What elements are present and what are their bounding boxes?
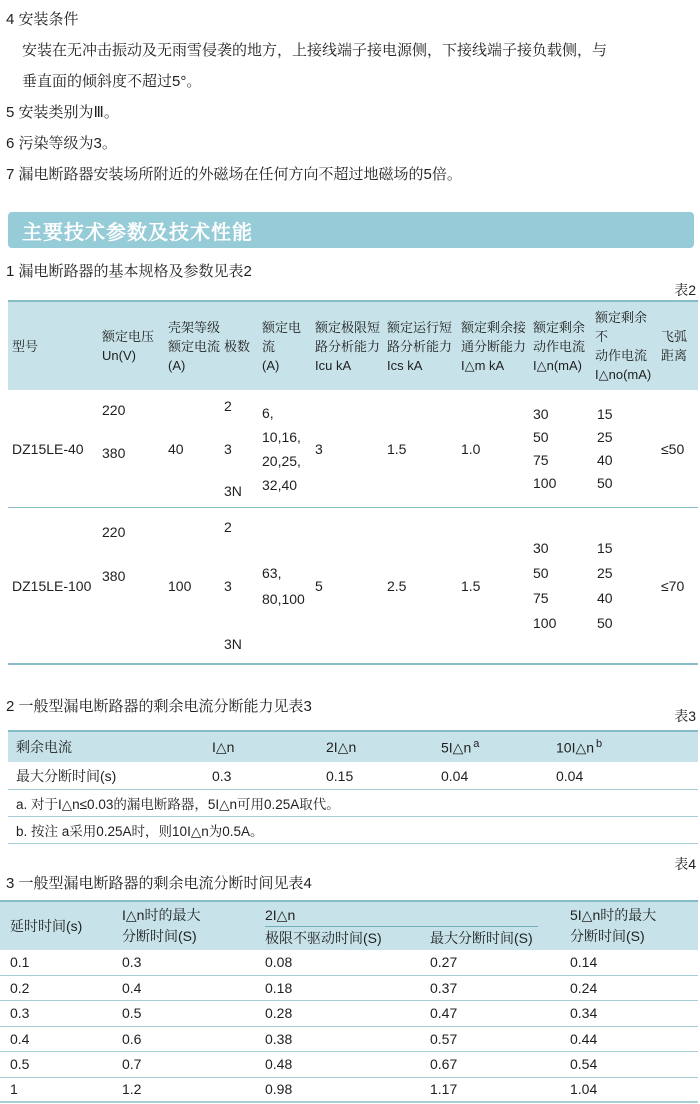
header-2idn: 2I△n [326,738,357,755]
cell-idn: 30 50 75 100 [533,405,557,491]
table2-header-rated-current: 额定电流 (A) [262,319,302,373]
cell-model: DZ15LE-100 [12,577,92,594]
cell-value: 0.15 [326,767,354,784]
table2-header-voltage: 额定电压 Un(V) [102,329,155,363]
table4-row: 0.3 0.5 0.28 0.47 0.34 [0,1001,698,1027]
item-4-line-2: 垂直面的倾斜度不超过5°。 [22,73,202,90]
cell-poles: 2 3 3N [224,398,242,499]
header-2idn-group [265,902,570,950]
footnote-ref-b: b [596,737,603,750]
cell-icu: 3 [315,440,323,457]
cell-value: 0.3 [212,767,232,784]
header-idn: I△n [212,738,235,755]
table4-label: 表4 [674,856,696,872]
table4 [0,900,698,1103]
section2-heading-row [6,695,696,726]
cell-arc-distance: ≤50 [661,440,685,457]
table3-footnote-a: a. 对于I△n≤0.03的漏电断路器，5I△n可用0.25A取代。 [8,790,698,817]
header-5idn-max-breaking-time: 5I△n时的最大 分断时间(S) [570,907,657,944]
cell-ics: 2.5 [387,577,407,594]
cell-frame-current: 100 [168,577,192,594]
cell-rated-currents: 63, 80,100 [262,564,305,607]
table2-caption: 1 漏电断路器的基本规格及参数见表2 [6,263,252,280]
table2-header-model: 型号 [12,338,39,354]
item-5: 5 安装类别为Ⅲ。 [6,104,119,121]
header-max-breaking-time: 最大分断时间(S) [430,930,533,946]
header-residual-current: 剩余电流 [16,739,72,755]
table2-header-icu: 额定极限短 路分析能力 Icu kA [315,319,381,373]
header-idn-max-breaking-time: I△n时的最大 分断时间(S) [122,907,201,944]
table3-header-row [8,732,698,762]
cell-model: DZ15LE-40 [12,440,84,457]
table4-row: 0.4 0.6 0.38 0.57 0.44 [0,1027,698,1053]
cell-idm: 1.5 [461,577,481,594]
cell-icu: 5 [315,577,323,594]
item-4-heading: 4 安装条件 [6,11,79,28]
table3-footnote-b: b. 按注 a采用0.25A时，则10I△n为0.5A。 [8,817,698,844]
table3-caption: 2 一般型漏电断路器的剩余电流分断能力见表3 [6,698,312,715]
table2-row-dz15le-100 [8,508,698,663]
cell-frame-current: 40 [168,440,184,457]
table2-header-idno: 额定剩余不 动作电流 I△no(mA) [595,310,652,382]
cell-ics: 1.5 [387,440,407,457]
cell-value: 0.04 [441,767,469,784]
table2-header-poles: 极数 [224,338,251,354]
header-10idn: 10I△n $^b$ [556,737,603,756]
cell-idn: 30 50 75 100 [533,539,557,631]
cell-idm: 1.0 [461,440,481,457]
table2 [8,300,698,665]
cell-rated-currents: 6, 10,16, 20,25, 32,40 [262,404,301,493]
table3-data-row [8,762,698,790]
cell-voltages: 220 380 [102,402,126,461]
table4-row: 0.1 0.3 0.08 0.27 0.14 [0,950,698,976]
cell-idno: 15 25 40 50 [597,539,613,631]
cell-voltages: 220 380 [102,524,126,584]
cell-arc-distance: ≤70 [661,577,685,594]
banner-title: 主要技术参数及技术性能 [22,221,253,244]
cell-poles: 2 3 3N [224,519,242,652]
footnote-ref-a: a [473,737,480,750]
table2-row-dz15le-40 [8,390,698,508]
header-delay-time: 延时时间(s) [10,918,83,934]
item-6: 6 污染等级为3。 [6,135,117,152]
item-4-line-1: 安装在无冲击振动及无雨雪侵袭的地方，上接线端子接电源侧，下接线端子接负载侧，与 [22,42,608,59]
header-2idn-label: 2I△n [265,902,538,927]
table2-header-ics: 额定运行短 路分析能力 Ics kA [387,319,453,373]
header-5idn: 5I△n $^a$ [441,737,480,756]
table4-caption: 3 一般型漏电断路器的剩余电流分断时间见表4 [6,875,312,892]
table2-header-idn: 额定剩余 动作电流 I△n(mA) [533,319,586,373]
table2-header-arc-distance: 飞弧 距离 [661,329,688,363]
table2-header-frame-current: 壳架等级 额定电流 (A) [168,319,221,373]
table4-row: 0.2 0.4 0.18 0.37 0.24 [0,976,698,1002]
item-7: 7 漏电断路器安装场所附近的外磁场在任何方向不超过地磁场的5倍。 [6,166,462,183]
table3 [8,730,698,844]
installation-conditions-section [0,0,700,190]
table4-row: 1 1.2 0.98 1.17 1.04 [0,1078,698,1104]
header-limit-non-actuating-time: 极限不驱动时间(S) [265,930,382,946]
table2-header-idm: 额定剩余接 通分断能力 I△m kA [461,319,527,373]
cell-value: 0.04 [556,767,584,784]
table2-header-row [8,302,698,390]
cell-idno: 15 25 40 50 [597,405,613,491]
cell-max-breaking-time-label: 最大分断时间(s) [16,767,117,784]
table4-row: 0.5 0.7 0.48 0.67 0.54 [0,1052,698,1078]
table2-label: 表2 [674,282,696,298]
table4-header-row [0,902,698,950]
table3-label: 表3 [674,708,696,724]
section-banner [8,212,694,248]
